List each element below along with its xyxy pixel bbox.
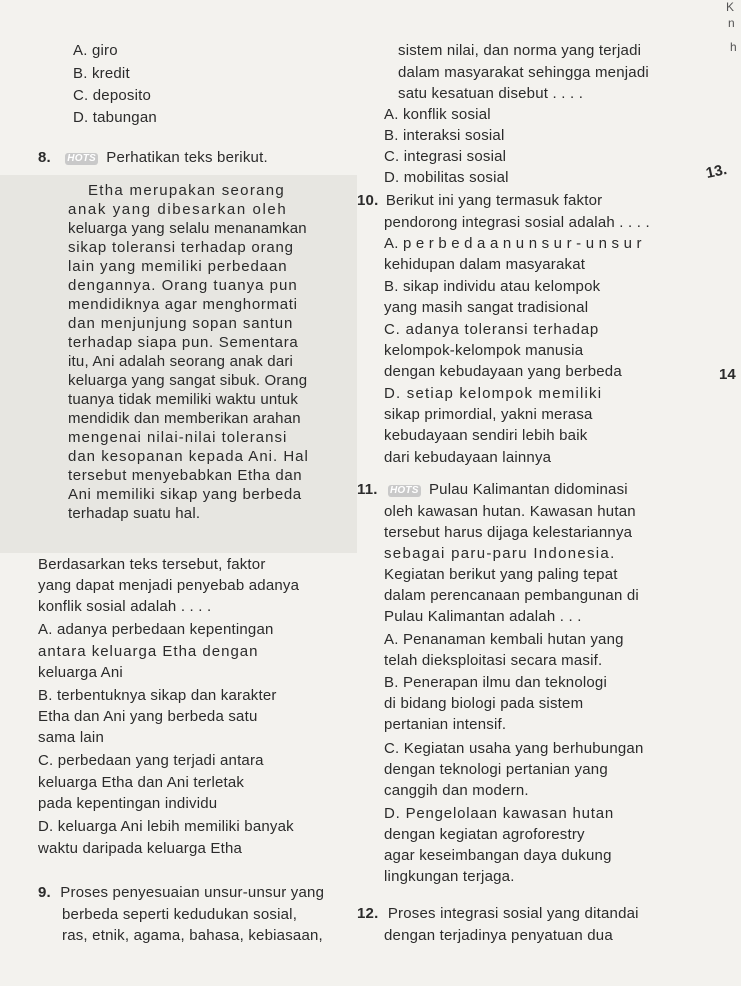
q9-option-b: B. interaksi sosial (384, 127, 505, 144)
q11-option-line: A. Penanaman kembali hutan yang (384, 631, 624, 648)
edge-mark: n (728, 16, 735, 30)
q9-line: ras, etnik, agama, bahasa, kebiasaan, (62, 927, 323, 944)
passage-line: mendidiknya agar menghormati (68, 296, 298, 313)
q10-option-line: dari kebudayaan lainnya (384, 449, 552, 466)
q11-option-line: pertanian intensif. (384, 716, 507, 733)
q11-option-line: dengan teknologi pertanian yang (384, 761, 608, 778)
passage-line: mendidik dan memberikan arahan (68, 410, 301, 427)
q12-line: Proses integrasi sosial yang ditandai (387, 905, 639, 922)
q12-line: dengan terjadinya penyatuan dua (384, 927, 613, 944)
q8-option-line: C. perbedaan yang terjadi antara (38, 752, 264, 769)
q10-line: pendorong integrasi sosial adalah . . . . (384, 214, 650, 231)
q10-number: 10. (357, 192, 379, 209)
q8-intro: Perhatikan teks berikut. (106, 149, 268, 166)
q7-option-b: B. kredit (73, 65, 130, 82)
q8-option-line: antara keluarga Etha dengan (38, 643, 259, 660)
q8-option-line: pada kepentingan individu (38, 795, 218, 812)
q12-number: 12. (357, 905, 379, 922)
q11-option-line: agar keseimbangan daya dukung (384, 847, 612, 864)
q11-option-line: di bidang biologi pada sistem (384, 695, 584, 712)
hots-badge: HOTS (67, 153, 96, 164)
q8-number: 8. (38, 149, 51, 166)
q11-line: Pulau Kalimantan adalah . . . (384, 608, 582, 625)
passage-line: tuanya tidak memiliki waktu untuk (68, 391, 299, 408)
q11-line: tersebut harus dijaga kelestariannya (384, 524, 633, 541)
q8-header (38, 149, 268, 167)
passage-line: tersebut menyebabkan Etha dan (68, 467, 303, 484)
q11-option-line: canggih dan modern. (384, 782, 529, 799)
q11-line: sebagai paru-paru Indonesia. (384, 545, 616, 562)
q9-option-d: D. mobilitas sosial (384, 169, 509, 186)
passage-line: Etha merupakan seorang (88, 182, 286, 199)
passage-line: dan menjunjung sopan santun (68, 315, 294, 332)
q8-option-line: waktu daripada keluarga Etha (38, 840, 243, 857)
q7-option-d: D. tabungan (73, 109, 157, 126)
q7-option-c: C. deposito (73, 87, 152, 104)
edge-mark: K (726, 0, 735, 14)
q9-option-a: A. konflik sosial (384, 106, 491, 123)
q10-option-line: B. sikap individu atau kelompok (384, 278, 601, 295)
q10-option-line: A. p e r b e d a a n u n s u r - u n s u r (384, 235, 642, 252)
q10-line: Berikut ini yang termasuk faktor (385, 192, 603, 209)
q11-option-line: dengan kegiatan agroforestry (384, 826, 585, 843)
passage-line: itu, Ani adalah seorang anak dari (68, 353, 294, 370)
q11-header (357, 481, 628, 499)
q11-option-line: lingkungan terjaga. (384, 868, 515, 885)
passage-line: terhadap siapa pun. Sementara (68, 334, 299, 351)
passage-line: sikap toleransi terhadap orang (68, 239, 294, 256)
q11-line: Kegiatan berikut yang paling tepat (384, 566, 618, 583)
q11-line: dalam perencanaan pembangunan di (384, 587, 639, 604)
q10-option-line: kelompok-kelompok manusia (384, 342, 584, 359)
q9-line: berbeda seperti kedudukan sosial, (62, 906, 298, 923)
passage-line: terhadap suatu hal. (68, 505, 201, 522)
q8-option-line: A. adanya perbedaan kepentingan (38, 621, 274, 638)
q11-option-line: C. Kegiatan usaha yang berhubungan (384, 740, 644, 757)
q8-option-line: sama lain (38, 729, 104, 746)
q9-line: Proses penyesuaian unsur-unsur yang (60, 884, 325, 901)
q12-header (357, 905, 639, 923)
q11-option-line: D. Pengelolaan kawasan hutan (384, 805, 615, 822)
q8-question-line: konflik sosial adalah . . . . (38, 598, 212, 615)
q10-option-line: kehidupan dalam masyarakat (384, 256, 586, 273)
q10-option-line: kebudayaan sendiri lebih baik (384, 427, 588, 444)
q8-option-line: keluarga Ani (38, 664, 123, 681)
q9-header (38, 884, 324, 902)
q9-cont-line: dalam masyarakat sehingga menjadi (398, 64, 649, 81)
q10-option-line: sikap primordial, yakni merasa (384, 406, 593, 423)
q11-option-line: telah dieksploitasi secara masif. (384, 652, 603, 669)
passage-line: mengenai nilai-nilai toleransi (68, 429, 288, 446)
q11-number: 11. (357, 481, 378, 498)
passage-line: dengannya. Orang tuanya pun (68, 277, 298, 294)
q8-option-line: Etha dan Ani yang berbeda satu (38, 708, 258, 725)
q9-option-c: C. integrasi sosial (384, 148, 507, 165)
q8-question-line: yang dapat menjadi penyebab adanya (38, 577, 300, 594)
q10-option-line: C. adanya toleransi terhadap (384, 321, 600, 338)
q11-line: oleh kawasan hutan. Kawasan hutan (384, 503, 636, 520)
margin-number-13: 13. (704, 161, 729, 182)
q8-question-line: Berdasarkan teks tersebut, faktor (38, 556, 266, 573)
q8-option-line: B. terbentuknya sikap dan karakter (38, 687, 277, 704)
q10-option-line: dengan kebudayaan yang berbeda (384, 363, 622, 380)
q11-line: Pulau Kalimantan didominasi (428, 481, 628, 498)
q9-number: 9. (38, 884, 51, 901)
hots-badge: HOTS (390, 485, 419, 496)
q9-cont-line: satu kesatuan disebut . . . . (398, 85, 584, 102)
q10-header (357, 192, 602, 210)
q10-option-line: D. setiap kelompok memiliki (384, 385, 603, 402)
q11-option-line: B. Penerapan ilmu dan teknologi (384, 674, 608, 691)
passage-line: keluarga yang selalu menanamkan (68, 220, 307, 237)
edge-mark: h (730, 40, 737, 54)
passage-line: keluarga yang sangat sibuk. Orang (68, 372, 308, 389)
q10-option-line: yang masih sangat tradisional (384, 299, 589, 316)
q8-option-line: keluarga Etha dan Ani terletak (38, 774, 245, 791)
passage-line: lain yang memiliki perbedaan (68, 258, 288, 275)
passage-line: dan kesopanan kepada Ani. Hal (68, 448, 309, 465)
q8-option-line: D. keluarga Ani lebih memiliki banyak (38, 818, 294, 835)
q9-cont-line: sistem nilai, dan norma yang terjadi (398, 42, 642, 59)
passage-line: anak yang dibesarkan oleh (68, 201, 288, 218)
margin-number-14: 14 (719, 366, 736, 383)
q7-option-a: A. giro (73, 42, 118, 59)
passage-line: Ani memiliki sikap yang berbeda (68, 486, 302, 503)
